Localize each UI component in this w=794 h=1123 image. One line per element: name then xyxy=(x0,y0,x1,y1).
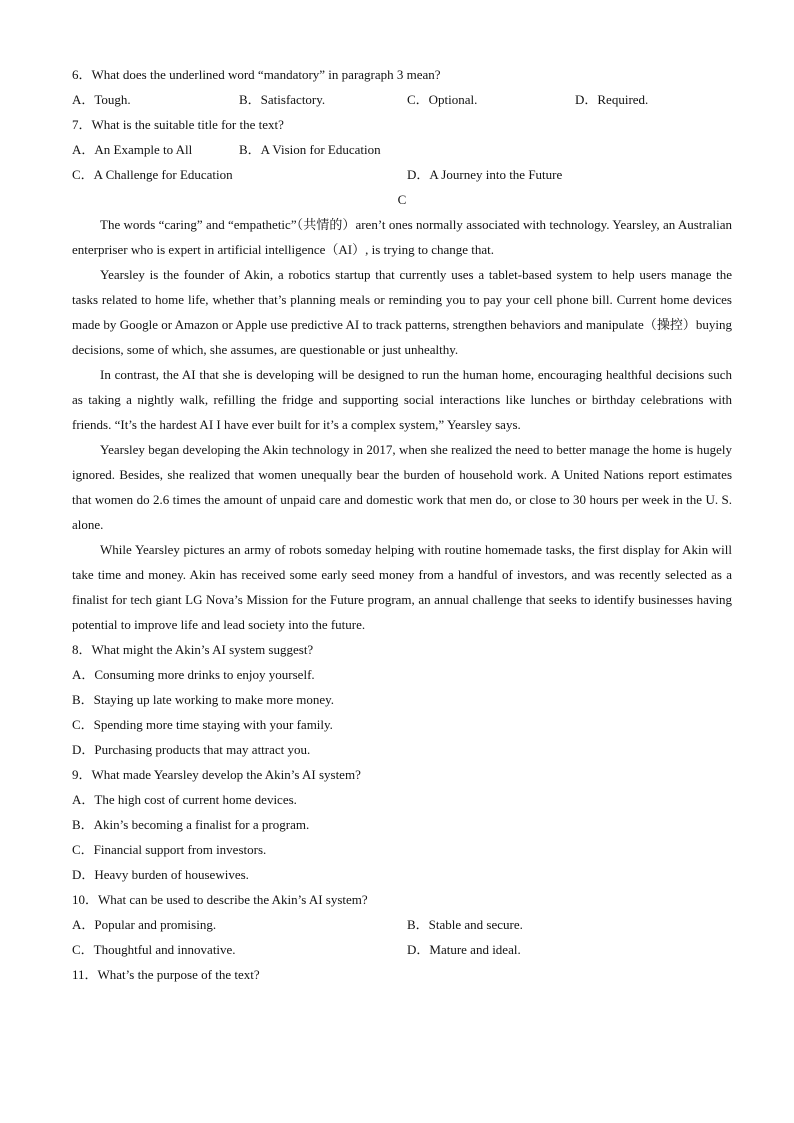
option-a: A．Consuming more drinks to enjoy yourself. xyxy=(72,667,315,682)
option-c: C．Thoughtful and innovative. xyxy=(72,942,236,957)
question-7-stem: 7．What is the suitable title for the text? xyxy=(72,117,284,132)
passage-paragraph: In contrast, the AI that she is developing will be designed to run the human home, encouraging healthful decisions such as taking a nightly walk, refilling the fridge and supporting social interactions like lunches or birthday celebrations with friends. “It’s the hardest AI I have ever built for it’s a complex system,” Yearsley says. xyxy=(72,367,732,432)
question-10-options-row1 xyxy=(72,912,732,937)
passage-paragraph: The words “caring” and “empathetic”（共情的）aren’t ones normally associated with technology. Yearsley, an Australian enterpriser who is expert in artificial intelligence（AI）, is trying to change that. xyxy=(72,217,732,257)
question-10-stem: 10．What can be used to describe the Akin’s AI system? xyxy=(72,892,368,907)
question-7-options-row2 xyxy=(72,162,732,187)
question-11-stem: 11．What’s the purpose of the text? xyxy=(72,967,260,982)
option-d: D．Required. xyxy=(575,92,649,107)
question-6-options xyxy=(72,87,732,112)
option-a: A．An Example to All xyxy=(72,142,193,157)
option-d: D．A Journey into the Future xyxy=(407,167,563,182)
option-c: C．Optional. xyxy=(407,92,478,107)
exam-page xyxy=(72,62,732,987)
option-a: A．Tough. xyxy=(72,92,131,107)
passage-paragraph: Yearsley is the founder of Akin, a robotics startup that currently uses a tablet-based system to help users manage the tasks related to home life, whether that’s planning meals or reminding you to pay your cell phone bill. Current home devices made by Google or Amazon or Apple use predictive AI to track patterns, strengthen behaviors and manipulate（操控）buying decisions, some of which, she assumes, are questionable or just unhealthy. xyxy=(72,267,732,357)
section-label: C xyxy=(397,192,407,207)
question-7-options-row1 xyxy=(72,137,732,162)
option-c: C．A Challenge for Education xyxy=(72,167,233,182)
option-d: D．Mature and ideal. xyxy=(407,942,521,957)
option-c: C．Financial support from investors. xyxy=(72,842,267,857)
question-9-stem: 9．What made Yearsley develop the Akin’s AI system? xyxy=(72,767,361,782)
option-b: B．Satisfactory. xyxy=(239,92,326,107)
option-a: A．The high cost of current home devices. xyxy=(72,792,297,807)
option-b: B．A Vision for Education xyxy=(239,142,381,157)
option-b: B．Staying up late working to make more money. xyxy=(72,692,334,707)
passage-paragraph: While Yearsley pictures an army of robots someday helping with routine homemade tasks, the first display for Akin will take time and money. Akin has received some early seed money from a handful of investors, and was recently selected as a finalist for tech giant LG Nova’s Mission for the Future program, an annual challenge that seeks to identify businesses having potential to improve life and lead society into the future. xyxy=(72,542,732,632)
option-b: B．Akin’s becoming a finalist for a program. xyxy=(72,817,310,832)
option-b: B．Stable and secure. xyxy=(407,917,523,932)
question-8-stem: 8．What might the Akin’s AI system suggest? xyxy=(72,642,314,657)
option-d: D．Heavy burden of housewives. xyxy=(72,867,249,882)
passage-paragraph: Yearsley began developing the Akin technology in 2017, when she realized the need to better manage the home is hugely ignored. Besides, she realized that women unequally bear the burden of household work. A United Nations report estimates that women do 2.6 times the amount of unpaid care and domestic work that men do, or close to 30 hours per week in the U. S. alone. xyxy=(72,442,732,532)
option-c: C．Spending more time staying with your family. xyxy=(72,717,333,732)
option-a: A．Popular and promising. xyxy=(72,917,217,932)
option-d: D．Purchasing products that may attract you. xyxy=(72,742,311,757)
question-6-stem: 6．What does the underlined word “mandatory” in paragraph 3 mean? xyxy=(72,67,441,82)
question-10-options-row2 xyxy=(72,937,732,962)
